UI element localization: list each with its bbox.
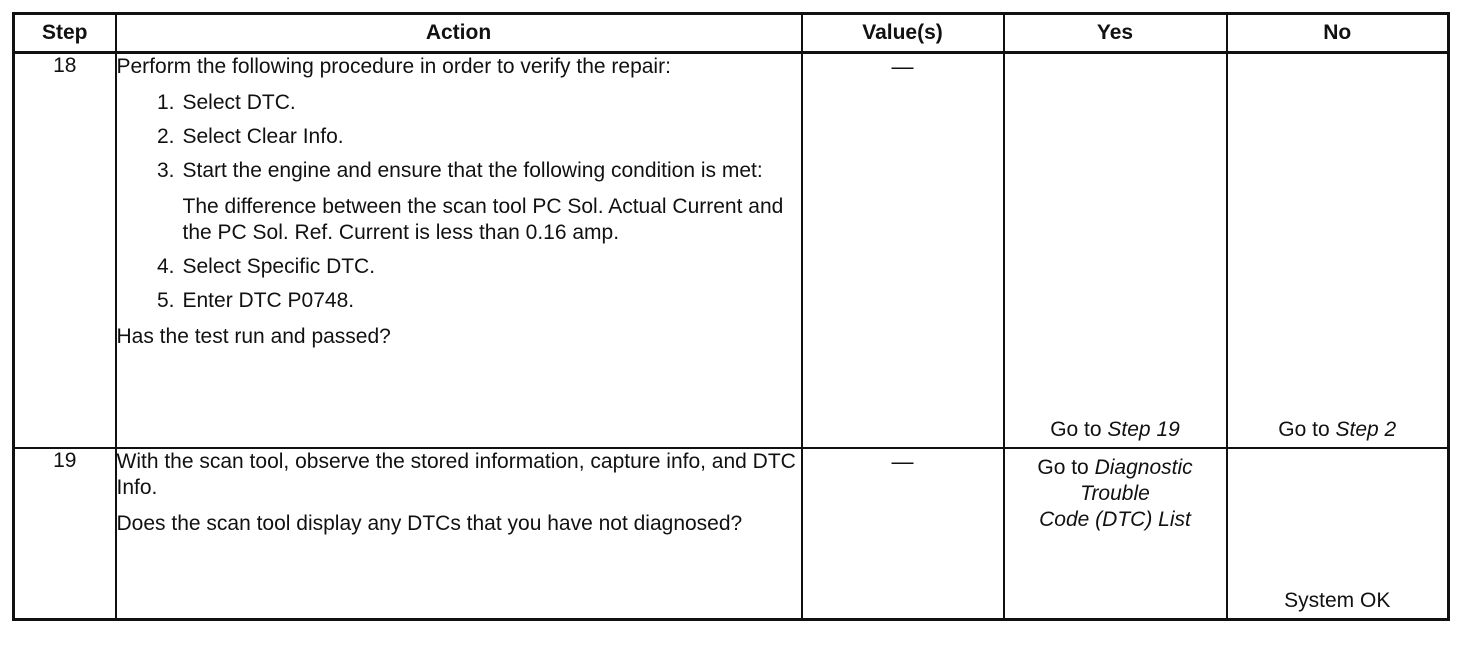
action-cell bbox=[116, 448, 802, 620]
list-item bbox=[117, 288, 801, 314]
action-question: Does the scan tool display any DTCs that you have not diagnosed? bbox=[116, 511, 743, 535]
no-result: System OK bbox=[1284, 589, 1391, 612]
header-yes: Yes bbox=[1004, 14, 1227, 53]
list-item bbox=[117, 124, 801, 150]
item-text: Select Clear Info. bbox=[182, 125, 344, 148]
yes-ref-line: Diagnostic bbox=[1094, 455, 1193, 479]
item-number: 1. bbox=[156, 91, 175, 114]
no-cell bbox=[1227, 448, 1449, 620]
header-row bbox=[14, 14, 1449, 53]
item-number: 5. bbox=[156, 289, 175, 312]
action-question: Has the test run and passed? bbox=[116, 325, 391, 348]
yes-link[interactable] bbox=[1005, 417, 1226, 443]
header-step: Step bbox=[14, 14, 116, 53]
list-item bbox=[117, 254, 801, 280]
yes-ref-line: Trouble bbox=[1080, 481, 1150, 505]
header-values: Value(s) bbox=[802, 14, 1004, 53]
yes-cell bbox=[1004, 53, 1227, 448]
header-action: Action bbox=[116, 14, 802, 53]
procedure-list bbox=[117, 90, 801, 314]
action-cell bbox=[116, 53, 802, 448]
action-intro: Perform the following procedure in order to verify the repair: bbox=[116, 55, 671, 78]
item-text: Enter DTC P0748. bbox=[182, 289, 355, 312]
no-cell bbox=[1227, 53, 1449, 448]
list-item bbox=[117, 90, 801, 116]
item-text: Select Specific DTC. bbox=[182, 255, 376, 278]
item-note: The difference between the scan tool PC Sol. Actual Current and the PC Sol. Ref. Current is less than 0.16 amp. bbox=[182, 195, 784, 244]
item-text: Select DTC. bbox=[182, 91, 296, 114]
item-number: 3. bbox=[156, 159, 175, 182]
value-cell: — bbox=[802, 448, 1004, 620]
no-link[interactable] bbox=[1228, 417, 1448, 443]
yes-step-ref: Step 19 bbox=[1107, 417, 1180, 441]
table-row-step-18 bbox=[14, 53, 1449, 448]
yes-cell bbox=[1004, 448, 1227, 620]
action-intro: With the scan tool, observe the stored information, capture info, and DTC Info. bbox=[116, 449, 796, 499]
header-no: No bbox=[1227, 14, 1449, 53]
yes-prefix: Go to bbox=[1050, 417, 1102, 441]
item-number: 2. bbox=[156, 125, 175, 148]
yes-link[interactable] bbox=[1005, 455, 1226, 533]
item-text: Start the engine and ensure that the following condition is met: bbox=[182, 159, 763, 182]
item-number: 4. bbox=[156, 255, 175, 278]
no-step-ref: Step 2 bbox=[1335, 417, 1397, 441]
table-row-step-19 bbox=[14, 448, 1449, 620]
yes-prefix: Go to bbox=[1037, 455, 1089, 479]
list-item bbox=[117, 158, 801, 246]
step-number: 18 bbox=[14, 53, 116, 448]
no-prefix: Go to bbox=[1278, 417, 1330, 441]
step-number: 19 bbox=[14, 448, 116, 620]
diagnostic-table bbox=[12, 12, 1450, 621]
yes-ref-line: Code (DTC) List bbox=[1039, 507, 1191, 531]
value-cell: — bbox=[802, 53, 1004, 448]
